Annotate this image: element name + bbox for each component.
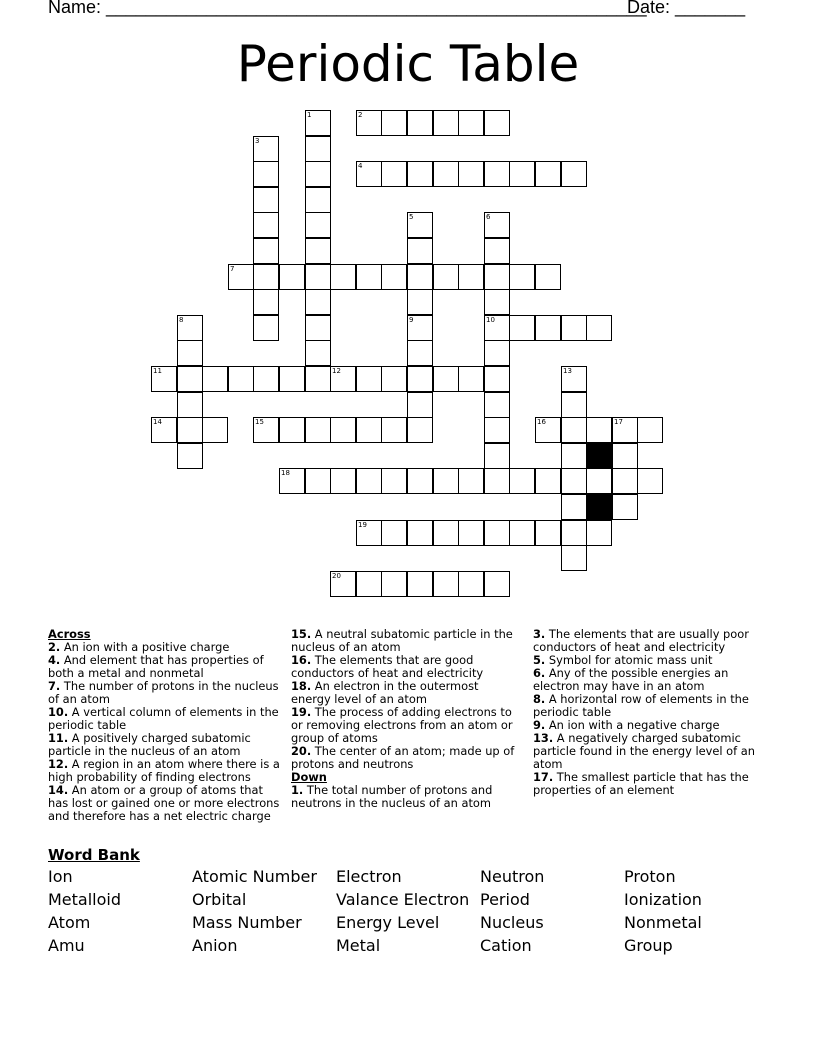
crossword-cell[interactable]: [458, 264, 484, 290]
crossword-cell[interactable]: [484, 110, 510, 136]
clue-item-text: An atom or a group of atoms that has lost or gained one or more electrons and therefore has a net electric charge: [48, 783, 280, 823]
crossword-cell[interactable]: [561, 366, 587, 392]
crossword-cell[interactable]: [381, 264, 407, 290]
clue-item: [533, 628, 763, 654]
crossword-cell[interactable]: [177, 417, 203, 443]
clue-item: [533, 693, 763, 719]
word-bank-item: Cation: [480, 936, 532, 955]
clue-column-3: [533, 628, 763, 797]
crossword-cell[interactable]: [407, 315, 433, 341]
clue-item-text: The total number of protons and neutrons in the nucleus of an atom: [291, 783, 493, 810]
clue-number: 8: [179, 316, 184, 324]
clue-number: 4: [358, 162, 363, 170]
clue-item-number: 10.: [48, 705, 69, 719]
crossword-cell[interactable]: [407, 571, 433, 597]
crossword-cell[interactable]: [177, 366, 203, 392]
crossword-cell[interactable]: [458, 571, 484, 597]
clue-item: [291, 784, 521, 810]
clue-item-number: 5.: [533, 653, 546, 667]
word-bank-item: Neutron: [480, 867, 545, 886]
clue-number: 5: [409, 213, 414, 221]
crossword-cell[interactable]: [561, 545, 587, 571]
word-bank-title: Word Bank: [48, 846, 140, 864]
clue-item-number: 4.: [48, 653, 61, 667]
crossword-cell[interactable]: [458, 520, 484, 546]
crossword-cell[interactable]: [177, 340, 203, 366]
crossword-cell[interactable]: [612, 494, 638, 520]
clue-item-number: 19.: [291, 705, 312, 719]
crossword-cell[interactable]: [177, 315, 203, 341]
clue-number: 2: [358, 111, 363, 119]
word-bank-item: Amu: [48, 936, 85, 955]
clue-item: [48, 706, 280, 732]
crossword-cell[interactable]: [356, 264, 382, 290]
word-bank-item: Valance Electron: [336, 890, 470, 909]
crossword-cell[interactable]: [484, 289, 510, 315]
crossword-cell[interactable]: [535, 468, 561, 494]
clue-number: 10: [486, 316, 495, 324]
crossword-cell[interactable]: [484, 315, 510, 341]
crossword-cell[interactable]: [356, 571, 382, 597]
crossword-cell[interactable]: [407, 417, 433, 443]
crossword-cell[interactable]: [381, 161, 407, 187]
crossword-cell[interactable]: [330, 264, 356, 290]
clue-number: 6: [486, 213, 491, 221]
clue-item-number: 11.: [48, 731, 69, 745]
clue-item-text: A vertical column of elements in the periodic table: [48, 705, 279, 732]
crossword-cell[interactable]: [458, 110, 484, 136]
crossword-cell[interactable]: [612, 417, 638, 443]
crossword-cell[interactable]: [561, 443, 587, 469]
clue-number: 9: [409, 316, 414, 324]
crossword-cell[interactable]: [305, 212, 331, 238]
crossword-cell[interactable]: [509, 315, 535, 341]
crossword-cell[interactable]: [305, 366, 331, 392]
crossword-cell[interactable]: [433, 520, 459, 546]
clue-number: 11: [153, 367, 162, 375]
clue-item-number: 14.: [48, 783, 69, 797]
clue-item-text: An electron in the outermost energy level of an atom: [291, 679, 479, 706]
crossword-cell[interactable]: [253, 136, 279, 162]
crossword-cell[interactable]: [381, 571, 407, 597]
clue-item: [291, 628, 521, 654]
down-heading: Down: [291, 770, 327, 784]
crossword-cell[interactable]: [484, 264, 510, 290]
clue-item-text: A neutral subatomic particle in the nucleus of an atom: [291, 627, 513, 654]
crossword-cell[interactable]: [637, 417, 663, 443]
crossword-cell[interactable]: [458, 468, 484, 494]
clue-item: [291, 654, 521, 680]
clue-column-2: [291, 628, 521, 810]
clue-item-text: The elements that are good conductors of heat and electricity: [291, 653, 484, 680]
crossword-cell[interactable]: [151, 417, 177, 443]
clue-number: 19: [358, 521, 367, 529]
word-bank-item: Nucleus: [480, 913, 544, 932]
crossword-cell[interactable]: [484, 238, 510, 264]
word-bank-item: Proton: [624, 867, 676, 886]
clue-item-text: An ion with a negative charge: [545, 718, 720, 732]
clue-item-number: 17.: [533, 770, 554, 784]
crossword-cell[interactable]: [202, 366, 228, 392]
crossword-cell[interactable]: [637, 468, 663, 494]
clue-item-number: 16.: [291, 653, 312, 667]
crossword-cell[interactable]: [407, 161, 433, 187]
crossword-cell[interactable]: [407, 110, 433, 136]
crossword-cell[interactable]: [458, 161, 484, 187]
crossword-cell[interactable]: [433, 571, 459, 597]
clue-item: [291, 680, 521, 706]
crossword-cell[interactable]: [561, 468, 587, 494]
crossword-cell[interactable]: [433, 161, 459, 187]
word-bank-item: Energy Level: [336, 913, 440, 932]
clue-number: 14: [153, 418, 162, 426]
crossword-cell[interactable]: [433, 468, 459, 494]
crossword-cell[interactable]: [407, 238, 433, 264]
crossword-cell[interactable]: [407, 392, 433, 418]
clue-item: [291, 745, 521, 771]
clue-item: [48, 758, 280, 784]
crossword-cell[interactable]: [561, 417, 587, 443]
clue-item-number: 20.: [291, 744, 312, 758]
crossword-cell[interactable]: [433, 264, 459, 290]
crossword-cell[interactable]: [407, 520, 433, 546]
crossword-cell[interactable]: [535, 315, 561, 341]
crossword-cell[interactable]: [484, 392, 510, 418]
word-bank-item: Nonmetal: [624, 913, 702, 932]
crossword-cell[interactable]: [305, 187, 331, 213]
crossword-cell[interactable]: [433, 366, 459, 392]
clue-item-text: An ion with a positive charge: [60, 640, 230, 654]
crossword-cell[interactable]: [484, 443, 510, 469]
crossword-cell[interactable]: [509, 468, 535, 494]
crossword-cell[interactable]: [330, 468, 356, 494]
crossword-cell[interactable]: [151, 366, 177, 392]
clue-item-number: 18.: [291, 679, 312, 693]
crossword-cell[interactable]: [305, 417, 331, 443]
crossword-cell[interactable]: [484, 340, 510, 366]
clue-number: 1: [307, 111, 312, 119]
name-field-label: Name: ______________________________________________________: [48, 0, 647, 17]
clue-item-number: 6.: [533, 666, 546, 680]
crossword-cell[interactable]: [586, 520, 612, 546]
crossword-cell[interactable]: [561, 161, 587, 187]
clue-item: [48, 680, 280, 706]
word-bank-item: Period: [480, 890, 530, 909]
word-bank-item: Metalloid: [48, 890, 122, 909]
clue-item-text: Symbol for atomic mass unit: [545, 653, 713, 667]
crossword-cell[interactable]: [586, 417, 612, 443]
clue-item-text: A positively charged subatomic particle in the nucleus of an atom: [48, 731, 251, 758]
crossword-cell[interactable]: [381, 417, 407, 443]
crossword-cell[interactable]: [279, 264, 305, 290]
crossword-cell[interactable]: [484, 520, 510, 546]
crossword-cell[interactable]: [305, 136, 331, 162]
word-bank-item: Atom: [48, 913, 91, 932]
crossword-cell[interactable]: [407, 289, 433, 315]
clue-number: 12: [332, 367, 341, 375]
date-field-label: Date: _______: [627, 0, 746, 17]
crossword-cell[interactable]: [253, 238, 279, 264]
crossword-cell[interactable]: [535, 520, 561, 546]
crossword-cell[interactable]: [586, 468, 612, 494]
crossword-cell[interactable]: [253, 289, 279, 315]
blocked-cell: [586, 494, 612, 520]
clue-number: 17: [614, 418, 623, 426]
crossword-cell[interactable]: [561, 494, 587, 520]
clue-item: [533, 771, 763, 797]
crossword-cell[interactable]: [305, 264, 331, 290]
word-bank-item: Atomic Number: [192, 867, 317, 886]
crossword-cell[interactable]: [381, 366, 407, 392]
crossword-cell[interactable]: [330, 417, 356, 443]
crossword-cell[interactable]: [484, 571, 510, 597]
crossword-cell[interactable]: [407, 340, 433, 366]
crossword-cell[interactable]: [253, 264, 279, 290]
crossword-cell[interactable]: [253, 417, 279, 443]
clue-number: 7: [230, 265, 235, 273]
crossword-cell[interactable]: [381, 110, 407, 136]
crossword-cell[interactable]: [509, 264, 535, 290]
clue-item: [48, 654, 280, 680]
clue-item-text: A region in an atom where there is a high probability of finding electrons: [48, 757, 280, 784]
word-bank-item: Ion: [48, 867, 73, 886]
crossword-cell[interactable]: [177, 392, 203, 418]
crossword-cell[interactable]: [356, 468, 382, 494]
clue-item-text: The process of adding electrons to or removing electrons from an atom or group of atoms: [291, 705, 513, 745]
clue-item-number: 3.: [533, 627, 546, 641]
crossword-cell[interactable]: [586, 315, 612, 341]
crossword-cell[interactable]: [177, 443, 203, 469]
word-bank-item: Anion: [192, 936, 238, 955]
crossword-cell[interactable]: [484, 366, 510, 392]
clue-item: [48, 784, 280, 823]
crossword-cell[interactable]: [279, 366, 305, 392]
crossword-cell[interactable]: [484, 417, 510, 443]
crossword-cell[interactable]: [407, 468, 433, 494]
crossword-cell[interactable]: [253, 315, 279, 341]
crossword-cell[interactable]: [535, 264, 561, 290]
crossword-cell[interactable]: [253, 212, 279, 238]
crossword-cell[interactable]: [381, 520, 407, 546]
crossword-cell[interactable]: [305, 468, 331, 494]
word-bank-item: Orbital: [192, 890, 247, 909]
crossword-cell[interactable]: [407, 212, 433, 238]
crossword-cell[interactable]: [561, 520, 587, 546]
crossword-cell[interactable]: [305, 289, 331, 315]
clue-item-text: And element that has properties of both a metal and nonmetal: [48, 653, 264, 680]
clue-item: [533, 667, 763, 693]
clue-item-number: 8.: [533, 692, 546, 706]
clue-item-number: 1.: [291, 783, 304, 797]
clue-item-number: 13.: [533, 731, 554, 745]
clue-item: [291, 706, 521, 745]
crossword-cell[interactable]: [305, 340, 331, 366]
crossword-cell[interactable]: [433, 110, 459, 136]
clue-item-text: The number of protons in the nucleus of an atom: [48, 679, 279, 706]
crossword-cell[interactable]: [535, 161, 561, 187]
clue-item-text: A horizontal row of elements in the periodic table: [533, 692, 749, 719]
crossword-cell[interactable]: [253, 161, 279, 187]
word-bank-item: Electron: [336, 867, 402, 886]
crossword-cell[interactable]: [561, 392, 587, 418]
crossword-cell[interactable]: [253, 187, 279, 213]
clue-item-text: Any of the possible energies an electron may have in an atom: [533, 666, 729, 693]
crossword-cell[interactable]: [484, 212, 510, 238]
clue-number: 15: [255, 418, 264, 426]
clue-item-text: A negatively charged subatomic particle found in the energy level of an atom: [533, 731, 755, 771]
clue-number: 20: [332, 572, 341, 580]
crossword-cell[interactable]: [228, 264, 254, 290]
blocked-cell: [586, 443, 612, 469]
crossword-cell[interactable]: [612, 443, 638, 469]
crossword-cell[interactable]: [305, 315, 331, 341]
crossword-cell[interactable]: [330, 571, 356, 597]
crossword-cell[interactable]: [484, 468, 510, 494]
clue-number: 18: [281, 469, 290, 477]
clue-number: 16: [537, 418, 546, 426]
crossword-cell[interactable]: [279, 417, 305, 443]
word-bank-item: Group: [624, 936, 673, 955]
clue-column-1: [48, 628, 280, 823]
clue-item-number: 2.: [48, 640, 61, 654]
crossword-cell[interactable]: [535, 417, 561, 443]
clue-item-number: 7.: [48, 679, 61, 693]
clue-item-number: 12.: [48, 757, 69, 771]
crossword-cell[interactable]: [228, 366, 254, 392]
crossword-cell[interactable]: [305, 238, 331, 264]
crossword-cell[interactable]: [305, 161, 331, 187]
clue-item-number: 15.: [291, 627, 312, 641]
crossword-cell[interactable]: [356, 417, 382, 443]
crossword-cell[interactable]: [279, 468, 305, 494]
clue-item-text: The smallest particle that has the properties of an element: [533, 770, 749, 797]
clue-item-text: The elements that are usually poor conductors of heat and electricity: [533, 627, 749, 654]
crossword-cell[interactable]: [381, 468, 407, 494]
crossword-cell[interactable]: [458, 366, 484, 392]
crossword-cell[interactable]: [356, 161, 382, 187]
clue-item-text: The center of an atom; made up of protons and neutrons: [291, 744, 515, 771]
crossword-cell[interactable]: [509, 161, 535, 187]
across-heading: Across: [48, 627, 91, 641]
clue-item: [533, 732, 763, 771]
crossword-cell[interactable]: [484, 161, 510, 187]
crossword-cell[interactable]: [253, 366, 279, 392]
clue-number: 13: [563, 367, 572, 375]
clue-item-number: 9.: [533, 718, 546, 732]
crossword-cell[interactable]: [612, 468, 638, 494]
word-bank-item: Mass Number: [192, 913, 302, 932]
crossword-cell[interactable]: [356, 110, 382, 136]
crossword-cell[interactable]: [356, 520, 382, 546]
crossword-cell[interactable]: [305, 110, 331, 136]
crossword-cell[interactable]: [509, 520, 535, 546]
crossword-cell[interactable]: [356, 366, 382, 392]
crossword-cell[interactable]: [407, 264, 433, 290]
crossword-cell[interactable]: [561, 315, 587, 341]
crossword-cell[interactable]: [407, 366, 433, 392]
clue-number: 3: [255, 137, 260, 145]
word-bank-item: Ionization: [624, 890, 702, 909]
clue-item: [48, 732, 280, 758]
crossword-cell[interactable]: [202, 417, 228, 443]
word-bank-item: Metal: [336, 936, 381, 955]
crossword-cell[interactable]: [330, 366, 356, 392]
page-title: Periodic Table: [236, 35, 580, 93]
